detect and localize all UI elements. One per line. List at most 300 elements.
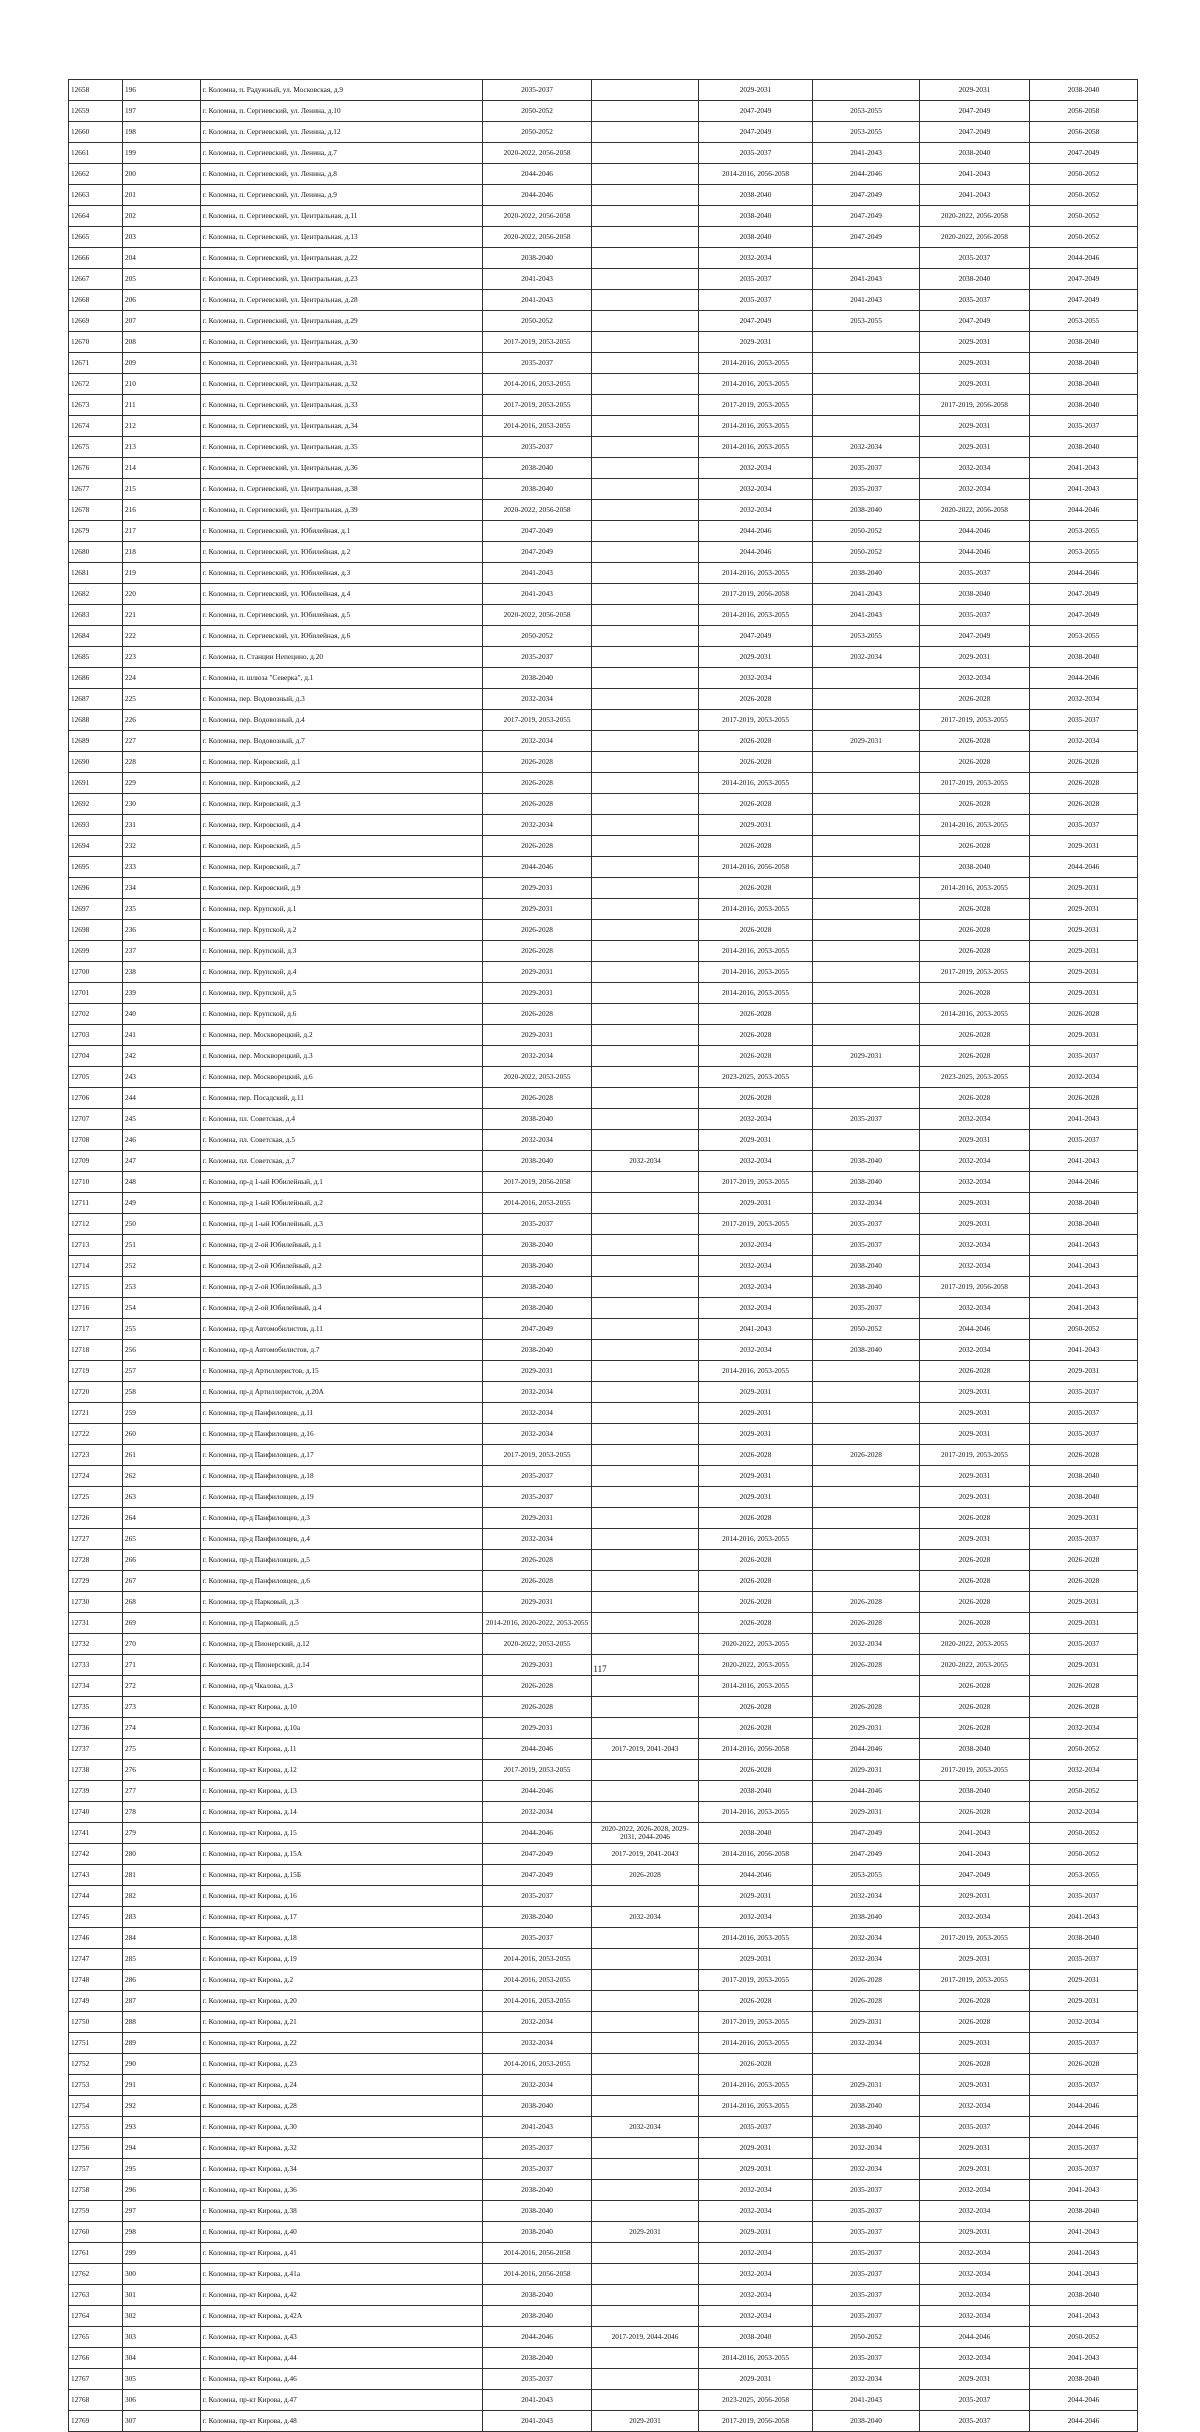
table-cell: [592, 2180, 699, 2201]
table-cell: 2029-2031: [698, 2222, 812, 2243]
table-cell: 2029-2031: [920, 1949, 1030, 1970]
table-cell: [592, 1928, 699, 1949]
table-cell: 2014-2016, 2053-2055: [698, 2348, 812, 2369]
table-row: [69, 1382, 1138, 1403]
table-cell: 2041-2043: [920, 1844, 1030, 1865]
table-cell: 2032-2034: [813, 2159, 920, 2180]
table-cell: 2035-2037: [1030, 1424, 1138, 1445]
table-cell: 2035-2037: [813, 2285, 920, 2306]
table-cell: 2029-2031: [698, 2138, 812, 2159]
table-cell: 2029-2031: [920, 2222, 1030, 2243]
table-cell: 2032-2034: [483, 1802, 592, 1823]
table-cell: 12755: [69, 2117, 123, 2138]
table-row: [69, 80, 1138, 101]
table-cell: 2044-2046: [1030, 500, 1138, 521]
table-cell: 12762: [69, 2264, 123, 2285]
table-cell: 290: [122, 2054, 200, 2075]
table-cell: 2035-2037: [483, 353, 592, 374]
table-cell: г. Коломна, п. Сергиевский, ул. Центральная, д.30: [200, 332, 482, 353]
table-cell: 2014-2016, 2053-2055: [698, 1802, 812, 1823]
table-cell: 2029-2031: [920, 80, 1030, 101]
table-cell: 2014-2016, 2056-2058: [698, 1844, 812, 1865]
table-cell: 2017-2019, 2053-2055: [698, 1970, 812, 1991]
table-cell: 2029-2031: [1030, 1361, 1138, 1382]
table-cell: 12733: [69, 1655, 123, 1676]
table-cell: 2032-2034: [920, 2243, 1030, 2264]
table-cell: г. Коломна, пр-д Панфиловцев, д.18: [200, 1466, 482, 1487]
table-cell: г. Коломна, пр-д 1-ый Юбилейный, д.2: [200, 1193, 482, 1214]
table-cell: [592, 2243, 699, 2264]
table-cell: 218: [122, 542, 200, 563]
table-cell: г. Коломна, пр-кт Кирова, д.42А: [200, 2306, 482, 2327]
table-cell: 2038-2040: [813, 1172, 920, 1193]
table-cell: 2017-2019, 2056-2058: [483, 1172, 592, 1193]
table-cell: [813, 1382, 920, 1403]
table-cell: 2053-2055: [813, 101, 920, 122]
table-cell: 12709: [69, 1151, 123, 1172]
table-cell: 2020-2022, 2056-2058: [483, 500, 592, 521]
table-cell: 274: [122, 1718, 200, 1739]
table-cell: 2032-2034: [920, 2285, 1030, 2306]
table-cell: 2014-2016, 2053-2055: [698, 1529, 812, 1550]
table-cell: г. Коломна, п. Сергиевский, ул. Ленина, д.10: [200, 101, 482, 122]
table-cell: 2026-2028: [698, 1025, 812, 1046]
table-cell: 269: [122, 1613, 200, 1634]
table-cell: 2038-2040: [813, 563, 920, 584]
table-cell: 2029-2031: [483, 1655, 592, 1676]
table-cell: 12750: [69, 2012, 123, 2033]
table-row: [69, 773, 1138, 794]
table-cell: 235: [122, 899, 200, 920]
table-cell: 2029-2031: [698, 2369, 812, 2390]
table-cell: 2032-2034: [920, 2096, 1030, 2117]
table-cell: 2035-2037: [483, 437, 592, 458]
table-cell: 2047-2049: [813, 1844, 920, 1865]
table-cell: 2044-2046: [1030, 668, 1138, 689]
table-cell: [813, 1571, 920, 1592]
table-cell: [813, 1550, 920, 1571]
table-cell: 2038-2040: [698, 185, 812, 206]
table-cell: 12666: [69, 248, 123, 269]
table-cell: 2038-2040: [698, 2327, 812, 2348]
table-cell: 2014-2016, 2053-2055: [483, 1193, 592, 1214]
table-cell: 2026-2028: [813, 1613, 920, 1634]
table-cell: 2029-2031: [920, 2369, 1030, 2390]
table-cell: 2014-2016, 2053-2055: [698, 2075, 812, 2096]
table-cell: [813, 1487, 920, 1508]
table-cell: 2038-2040: [483, 1340, 592, 1361]
table-cell: [592, 1970, 699, 1991]
table-cell: 2017-2019, 2056-2058: [920, 1277, 1030, 1298]
table-cell: 12719: [69, 1361, 123, 1382]
table-cell: 2038-2040: [1030, 332, 1138, 353]
table-cell: 201: [122, 185, 200, 206]
table-cell: 12725: [69, 1487, 123, 1508]
table-cell: [813, 1466, 920, 1487]
table-cell: 12682: [69, 584, 123, 605]
table-cell: 2029-2031: [920, 1487, 1030, 1508]
table-cell: 2032-2034: [698, 479, 812, 500]
table-cell: 2026-2028: [1030, 773, 1138, 794]
table-cell: 2044-2046: [813, 164, 920, 185]
table-cell: [592, 731, 699, 752]
table-cell: [813, 794, 920, 815]
table-row: [69, 542, 1138, 563]
table-cell: 2026-2028: [920, 1592, 1030, 1613]
table-cell: 2053-2055: [1030, 542, 1138, 563]
table-cell: 2026-2028: [920, 1676, 1030, 1697]
table-cell: 2014-2016, 2053-2055: [698, 1928, 812, 1949]
table-cell: 213: [122, 437, 200, 458]
table-cell: 292: [122, 2096, 200, 2117]
table-cell: г. Коломна, пр-кт Кирова, д.18: [200, 1928, 482, 1949]
table-cell: г. Коломна, пр-д Панфиловцев, д.5: [200, 1550, 482, 1571]
table-cell: [592, 1088, 699, 1109]
table-cell: 2026-2028: [920, 1550, 1030, 1571]
table-cell: 2035-2037: [1030, 1886, 1138, 1907]
table-cell: 12664: [69, 206, 123, 227]
table-cell: [592, 2306, 699, 2327]
table-cell: 300: [122, 2264, 200, 2285]
table-cell: 2026-2028: [483, 752, 592, 773]
table-cell: 12732: [69, 1634, 123, 1655]
table-cell: г. Коломна, пр-кт Кирова, д.32: [200, 2138, 482, 2159]
table-cell: 2041-2043: [1030, 1277, 1138, 1298]
table-cell: 2014-2016, 2053-2055: [698, 962, 812, 983]
table-row: [69, 899, 1138, 920]
table-cell: 2026-2028: [920, 1991, 1030, 2012]
table-cell: 12704: [69, 1046, 123, 1067]
table-cell: 2017-2019, 2053-2055: [698, 1214, 812, 1235]
table-cell: 12695: [69, 857, 123, 878]
table-cell: 12707: [69, 1109, 123, 1130]
table-row: [69, 626, 1138, 647]
table-cell: г. Коломна, пер. Крупской, д.6: [200, 1004, 482, 1025]
table-cell: 2026-2028: [813, 1991, 920, 2012]
table-cell: 2032-2034: [1030, 1760, 1138, 1781]
table-cell: 2038-2040: [813, 1256, 920, 1277]
table-cell: [592, 1571, 699, 1592]
table-cell: 2035-2037: [698, 143, 812, 164]
table-cell: 2014-2016, 2053-2055: [698, 563, 812, 584]
table-cell: 12768: [69, 2390, 123, 2411]
table-row: [69, 1340, 1138, 1361]
table-cell: 12752: [69, 2054, 123, 2075]
table-cell: 2029-2031: [920, 437, 1030, 458]
table-cell: 2029-2031: [920, 332, 1030, 353]
table-cell: 2050-2052: [1030, 1739, 1138, 1760]
table-cell: г. Коломна, пер. Кировский, д.7: [200, 857, 482, 878]
table-row: [69, 2201, 1138, 2222]
table-cell: г. Коломна, п. шлюза "Северка", д.1: [200, 668, 482, 689]
table-cell: 2032-2034: [483, 689, 592, 710]
table-cell: 307: [122, 2411, 200, 2432]
table-cell: 2014-2016, 2053-2055: [698, 605, 812, 626]
table-row: [69, 689, 1138, 710]
table-cell: г. Коломна, пр-д Панфиловцев, д.4: [200, 1529, 482, 1550]
table-row: [69, 1004, 1138, 1025]
table-row: [69, 1256, 1138, 1277]
table-row: [69, 2285, 1138, 2306]
table-cell: [592, 437, 699, 458]
table-cell: [592, 542, 699, 563]
table-cell: 2026-2028: [920, 2054, 1030, 2075]
table-cell: 2017-2019, 2053-2055: [698, 710, 812, 731]
table-cell: 2041-2043: [483, 2411, 592, 2432]
table-cell: [592, 1214, 699, 1235]
table-cell: 2047-2049: [920, 626, 1030, 647]
table-cell: [592, 2054, 699, 2075]
table-cell: 301: [122, 2285, 200, 2306]
table-cell: 12667: [69, 269, 123, 290]
table-cell: 2014-2016, 2053-2055: [483, 2054, 592, 2075]
table-cell: 12700: [69, 962, 123, 983]
table-cell: 12716: [69, 1298, 123, 1319]
table-cell: 12743: [69, 1865, 123, 1886]
table-cell: 2026-2028: [813, 1970, 920, 1991]
table-cell: 2038-2040: [483, 2222, 592, 2243]
table-cell: г. Коломна, п. Сергиевский, ул. Ленина, д.8: [200, 164, 482, 185]
table-cell: 2014-2016, 2053-2055: [483, 1991, 592, 2012]
table-cell: 214: [122, 458, 200, 479]
table-cell: г. Коломна, пр-д Панфиловцев, д.3: [200, 1508, 482, 1529]
table-cell: 2035-2037: [483, 1487, 592, 1508]
table-cell: 12756: [69, 2138, 123, 2159]
table-cell: 245: [122, 1109, 200, 1130]
table-cell: 2029-2031: [483, 1025, 592, 1046]
table-cell: 2041-2043: [813, 269, 920, 290]
table-row: [69, 479, 1138, 500]
table-cell: 2014-2016, 2053-2055: [920, 815, 1030, 836]
table-row: [69, 752, 1138, 773]
table-cell: [592, 1025, 699, 1046]
table-cell: 2035-2037: [813, 1214, 920, 1235]
table-cell: 244: [122, 1088, 200, 1109]
table-cell: 2050-2052: [1030, 1319, 1138, 1340]
table-cell: г. Коломна, пр-кт Кирова, д.28: [200, 2096, 482, 2117]
table-cell: г. Коломна, пр-д 2-ой Юбилейный, д.2: [200, 1256, 482, 1277]
table-cell: 2020-2022, 2053-2055: [698, 1634, 812, 1655]
table-cell: г. Коломна, п. Сергиевский, ул. Юбилейная, д.5: [200, 605, 482, 626]
table-cell: 2020-2022, 2056-2058: [920, 206, 1030, 227]
table-cell: г. Коломна, пр-д Автомобилистов, д.7: [200, 1340, 482, 1361]
table-cell: 2047-2049: [813, 206, 920, 227]
table-cell: 2026-2028: [483, 1004, 592, 1025]
table-cell: 2041-2043: [1030, 1235, 1138, 1256]
table-cell: 2053-2055: [1030, 311, 1138, 332]
table-cell: 12673: [69, 395, 123, 416]
table-cell: 12659: [69, 101, 123, 122]
table-cell: [592, 878, 699, 899]
table-cell: 12679: [69, 521, 123, 542]
table-cell: 2017-2019, 2044-2046: [592, 2327, 699, 2348]
table-cell: 2041-2043: [483, 563, 592, 584]
table-cell: 2038-2040: [813, 1340, 920, 1361]
table-row: [69, 1718, 1138, 1739]
table-cell: [592, 584, 699, 605]
table-cell: 2044-2046: [1030, 563, 1138, 584]
table-cell: г. Коломна, пер. Крупской, д.2: [200, 920, 482, 941]
table-cell: 2029-2031: [920, 1403, 1030, 1424]
table-cell: 216: [122, 500, 200, 521]
table-cell: 2038-2040: [1030, 374, 1138, 395]
table-row: [69, 2411, 1138, 2432]
table-cell: г. Коломна, пр-д Пионерский, д.14: [200, 1655, 482, 1676]
table-cell: 2017-2019, 2053-2055: [698, 2012, 812, 2033]
table-cell: [592, 1445, 699, 1466]
table-cell: [592, 962, 699, 983]
table-cell: 217: [122, 521, 200, 542]
table-cell: 2032-2034: [813, 1193, 920, 1214]
table-cell: 2050-2052: [483, 122, 592, 143]
table-cell: [592, 101, 699, 122]
table-cell: [813, 878, 920, 899]
table-cell: 237: [122, 941, 200, 962]
table-cell: 219: [122, 563, 200, 584]
table-row: [69, 248, 1138, 269]
table-cell: 12766: [69, 2348, 123, 2369]
table-cell: 2032-2034: [1030, 1802, 1138, 1823]
table-cell: 2038-2040: [1030, 2285, 1138, 2306]
table-row: [69, 1928, 1138, 1949]
table-row: [69, 605, 1138, 626]
table-cell: 2026-2028: [920, 2012, 1030, 2033]
table-cell: 12740: [69, 1802, 123, 1823]
table-cell: 260: [122, 1424, 200, 1445]
table-cell: 2044-2046: [920, 521, 1030, 542]
table-cell: 2038-2040: [813, 500, 920, 521]
table-cell: г. Коломна, пр-д Чкалова, д.3: [200, 1676, 482, 1697]
table-cell: 2017-2019, 2053-2055: [920, 1970, 1030, 1991]
table-cell: 2038-2040: [1030, 395, 1138, 416]
table-cell: 2029-2031: [1030, 962, 1138, 983]
table-row: [69, 1151, 1138, 1172]
table-cell: 2050-2052: [1030, 2327, 1138, 2348]
table-cell: [592, 2264, 699, 2285]
table-cell: 2044-2046: [1030, 2096, 1138, 2117]
table-cell: 12710: [69, 1172, 123, 1193]
table-cell: 2029-2031: [698, 80, 812, 101]
table-cell: 2047-2049: [483, 521, 592, 542]
table-cell: г. Коломна, пр-д 1-ый Юбилейный, д.1: [200, 1172, 482, 1193]
table-row: [69, 1298, 1138, 1319]
table-cell: 12769: [69, 2411, 123, 2432]
table-cell: 2035-2037: [920, 2411, 1030, 2432]
table-cell: 12661: [69, 143, 123, 164]
table-cell: 2026-2028: [698, 1613, 812, 1634]
table-cell: [592, 1718, 699, 1739]
table-cell: 230: [122, 794, 200, 815]
table-cell: 272: [122, 1676, 200, 1697]
table-cell: 12681: [69, 563, 123, 584]
table-cell: 2044-2046: [483, 185, 592, 206]
table-cell: 222: [122, 626, 200, 647]
table-cell: 12727: [69, 1529, 123, 1550]
table-cell: [813, 2054, 920, 2075]
table-cell: 2050-2052: [483, 626, 592, 647]
table-cell: [592, 1172, 699, 1193]
table-cell: 2035-2037: [813, 2264, 920, 2285]
table-cell: 2044-2046: [698, 1865, 812, 1886]
table-cell: 12670: [69, 332, 123, 353]
table-cell: 2047-2049: [483, 542, 592, 563]
table-cell: 2050-2052: [813, 542, 920, 563]
table-cell: 2047-2049: [1030, 143, 1138, 164]
table-cell: [592, 1424, 699, 1445]
table-cell: 12708: [69, 1130, 123, 1151]
table-cell: [592, 1340, 699, 1361]
table-cell: 2026-2028: [813, 1697, 920, 1718]
table-cell: 2035-2037: [1030, 2138, 1138, 2159]
table-cell: 2044-2046: [1030, 2390, 1138, 2411]
table-row: [69, 1823, 1138, 1844]
table-cell: 242: [122, 1046, 200, 1067]
table-cell: 2017-2019, 2053-2055: [920, 773, 1030, 794]
table-cell: 12758: [69, 2180, 123, 2201]
table-cell: 2041-2043: [1030, 1151, 1138, 1172]
table-cell: [592, 2285, 699, 2306]
table-cell: 2026-2028: [1030, 1004, 1138, 1025]
table-cell: 12706: [69, 1088, 123, 1109]
table-cell: 2047-2049: [813, 185, 920, 206]
table-cell: [592, 2138, 699, 2159]
table-cell: 2026-2028: [920, 1802, 1030, 1823]
table-cell: 259: [122, 1403, 200, 1424]
table-cell: 2029-2031: [698, 1886, 812, 1907]
table-cell: г. Коломна, пр-кт Кирова, д.24: [200, 2075, 482, 2096]
table-cell: 2053-2055: [813, 122, 920, 143]
table-cell: 2020-2022, 2056-2058: [920, 500, 1030, 521]
table-cell: 198: [122, 122, 200, 143]
table-cell: [592, 1235, 699, 1256]
table-cell: 295: [122, 2159, 200, 2180]
table-cell: 2038-2040: [483, 2201, 592, 2222]
table-cell: 2026-2028: [813, 1445, 920, 1466]
table-cell: 265: [122, 1529, 200, 1550]
table-cell: [592, 1550, 699, 1571]
table-cell: 277: [122, 1781, 200, 1802]
table-cell: г. Коломна, пр-кт Кирова, д.40: [200, 2222, 482, 2243]
table-cell: 2056-2058: [1030, 122, 1138, 143]
table-cell: 2038-2040: [483, 2096, 592, 2117]
table-cell: 2032-2034: [698, 458, 812, 479]
table-cell: 2038-2040: [1030, 1193, 1138, 1214]
table-cell: 2047-2049: [920, 101, 1030, 122]
table-cell: 2041-2043: [920, 164, 1030, 185]
table-cell: 2035-2037: [1030, 815, 1138, 836]
table-cell: 2029-2031: [920, 1466, 1030, 1487]
table-cell: 2035-2037: [1030, 2075, 1138, 2096]
table-cell: 2035-2037: [813, 1109, 920, 1130]
table-row: [69, 668, 1138, 689]
table-cell: 12754: [69, 2096, 123, 2117]
table-cell: 12693: [69, 815, 123, 836]
table-cell: 208: [122, 332, 200, 353]
table-cell: 12718: [69, 1340, 123, 1361]
table-cell: 2041-2043: [483, 290, 592, 311]
table-cell: 12672: [69, 374, 123, 395]
table-cell: 2026-2028: [698, 1445, 812, 1466]
table-cell: г. Коломна, пер. Водовозный, д.3: [200, 689, 482, 710]
table-cell: 2029-2031: [483, 1592, 592, 1613]
table-cell: 2023-2025, 2056-2058: [698, 2390, 812, 2411]
table-cell: 238: [122, 962, 200, 983]
table-cell: 2017-2019, 2053-2055: [698, 395, 812, 416]
table-cell: 2035-2037: [483, 2369, 592, 2390]
table-cell: 2014-2016, 2053-2055: [698, 1676, 812, 1697]
table-cell: 12744: [69, 1886, 123, 1907]
table-cell: 2029-2031: [698, 647, 812, 668]
